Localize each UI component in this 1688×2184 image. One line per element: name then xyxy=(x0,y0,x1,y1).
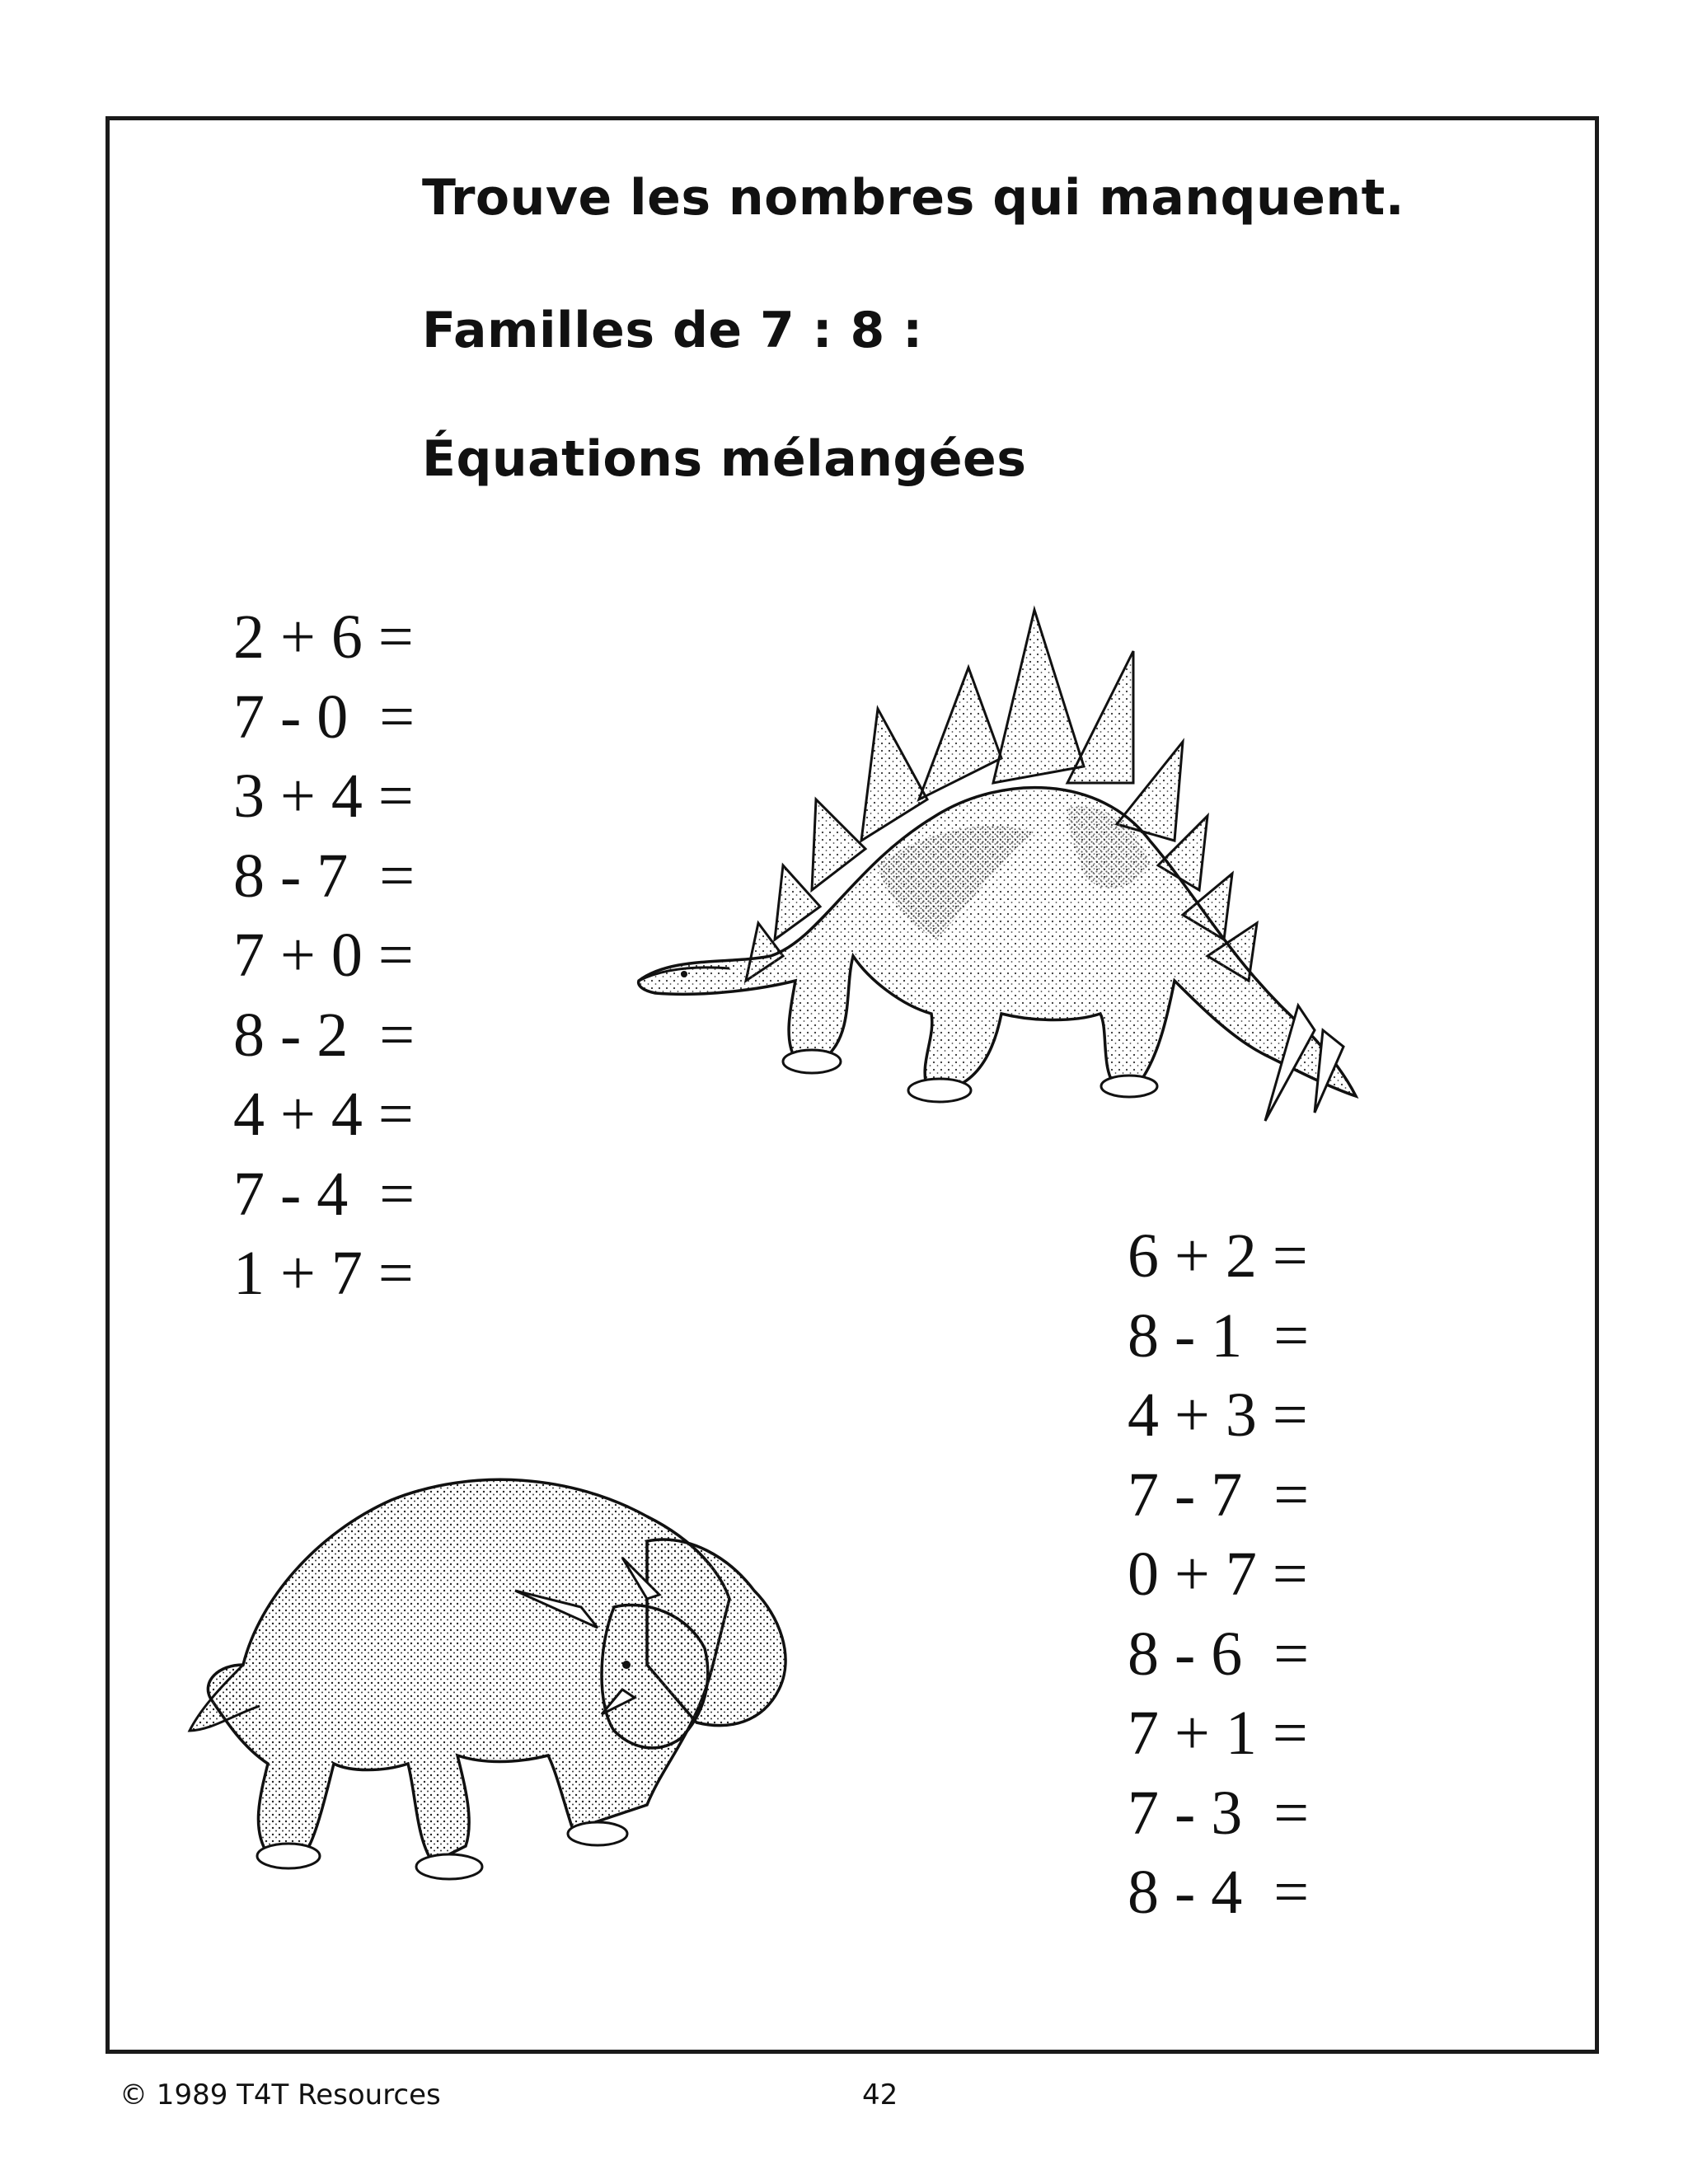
equation-item: 7 - 7 = xyxy=(1128,1460,1310,1530)
equation-item: 8 - 4 = xyxy=(1128,1858,1310,1927)
equation-item: 6 + 2 = xyxy=(1128,1221,1308,1291)
number-family-heading: Familles de 7 : 8 : xyxy=(422,302,923,359)
worksheet-title: Trouve les nombres qui manquent. xyxy=(422,169,1405,227)
triceratops-illustration xyxy=(185,1418,919,1912)
equation-item: 2 + 6 = xyxy=(233,602,414,672)
mixed-equations-heading: Équations mélangées xyxy=(422,430,1027,488)
equation-item: 7 + 0 = xyxy=(233,921,414,990)
equation-item: 8 - 1 = xyxy=(1128,1301,1310,1371)
equation-list-right xyxy=(1128,1216,1309,1933)
equation-item: 8 - 6 = xyxy=(1128,1619,1310,1689)
equation-item: 3 + 4 = xyxy=(233,762,414,831)
equation-item: 7 - 3 = xyxy=(1128,1778,1310,1848)
equation-item: 1 + 7 = xyxy=(233,1239,414,1308)
equation-item: 8 - 2 = xyxy=(233,1000,415,1070)
equation-item: 4 + 4 = xyxy=(233,1080,414,1149)
equation-item: 0 + 7 = xyxy=(1128,1540,1308,1609)
equation-item: 4 + 3 = xyxy=(1128,1380,1308,1450)
equation-item: 7 + 1 = xyxy=(1128,1699,1308,1768)
equation-item: 7 - 0 = xyxy=(233,682,415,752)
equation-list-left xyxy=(233,598,415,1314)
page-number: 42 xyxy=(862,2079,898,2111)
equation-item: 7 - 4 = xyxy=(233,1159,415,1229)
copyright-notice: © 1989 T4T Resources xyxy=(120,2079,441,2111)
equation-item: 8 - 7 = xyxy=(233,841,415,911)
stegosaurus-illustration xyxy=(606,593,1381,1154)
